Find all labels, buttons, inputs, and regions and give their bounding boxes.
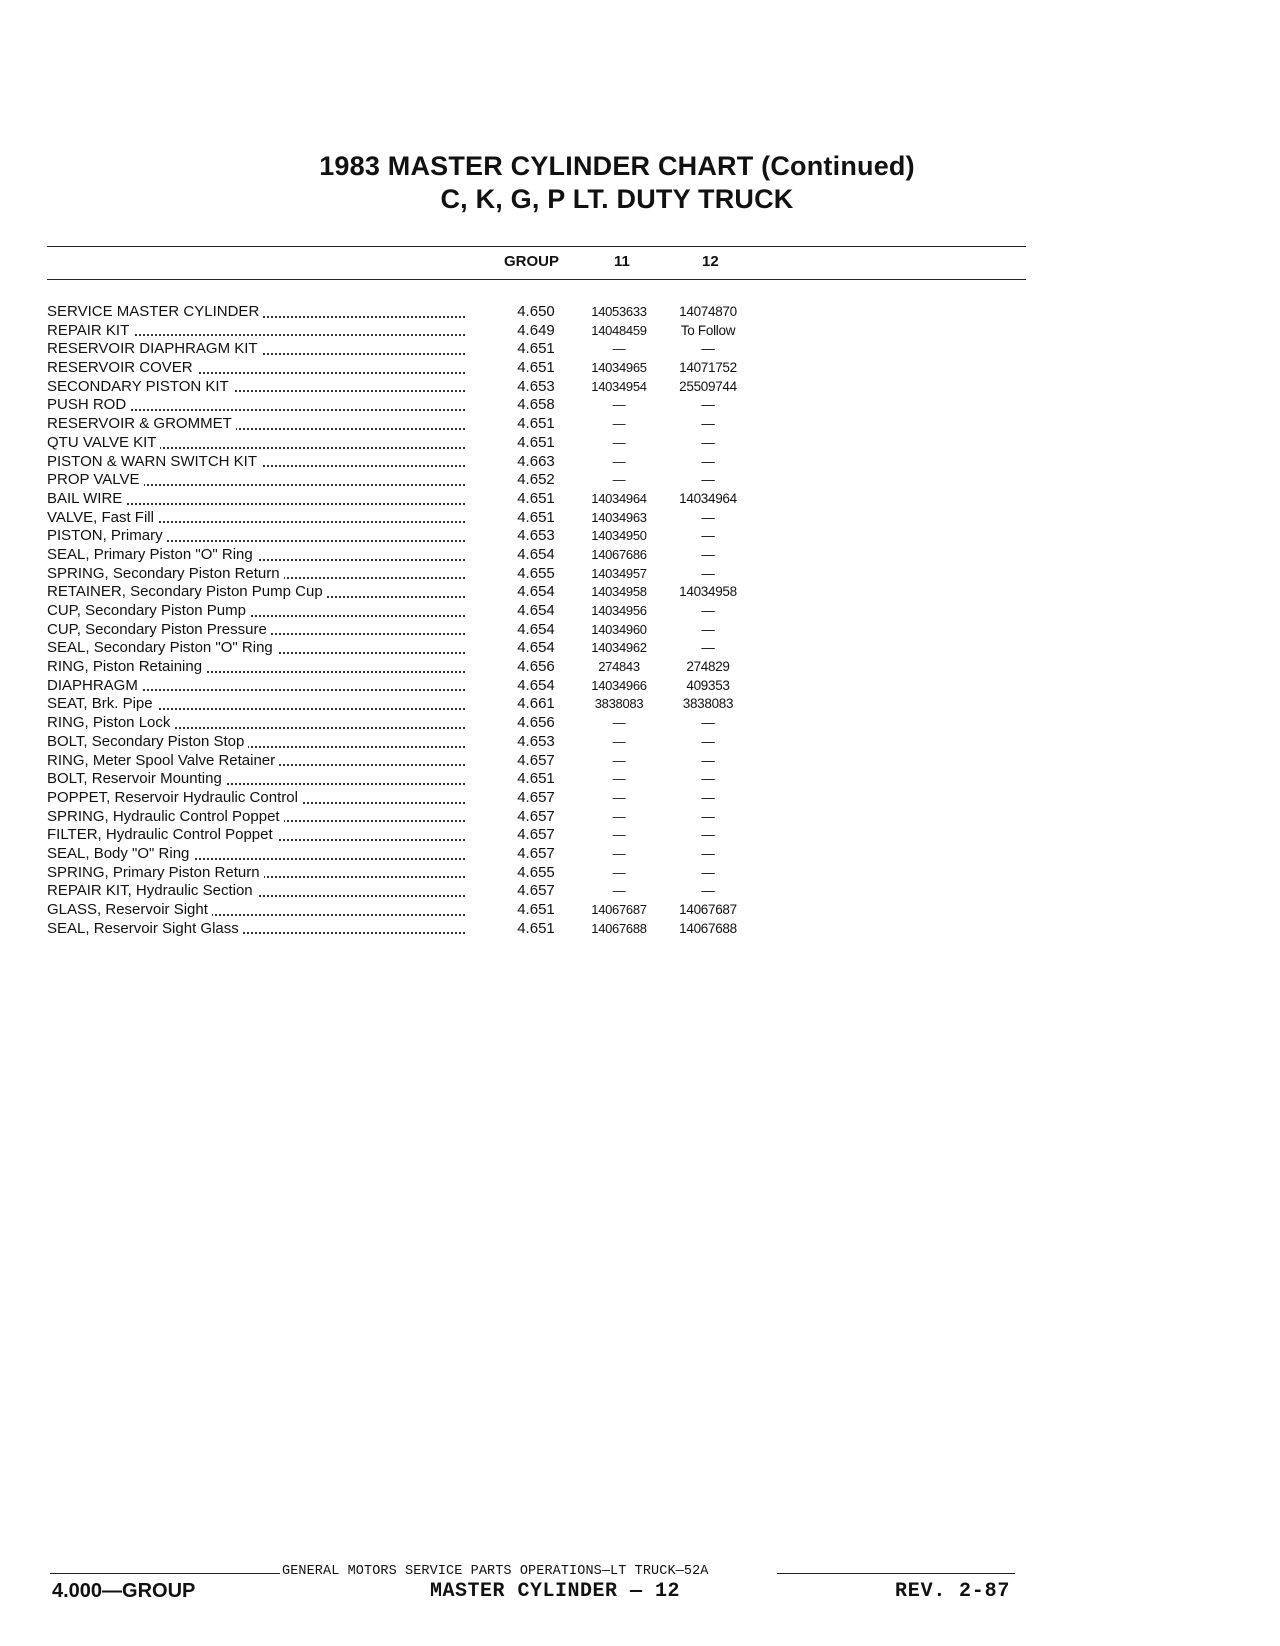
part-description-text: PISTON, Primary <box>47 527 167 544</box>
table-row <box>47 789 767 808</box>
part-description <box>47 639 465 658</box>
table-row <box>47 453 767 472</box>
group-number: 4.654 <box>517 602 555 619</box>
group-number: 4.651 <box>517 340 555 358</box>
part-description <box>47 396 465 415</box>
part-description <box>47 901 465 920</box>
part-description <box>47 789 465 808</box>
part-number-11: — <box>612 453 626 469</box>
group-number: 4.657 <box>517 826 555 844</box>
table-row <box>47 602 767 621</box>
group-number: 4.650 <box>517 303 555 320</box>
part-description-text: VALVE, Fast Fill <box>47 509 158 526</box>
part-number-12: 14067688 <box>679 920 737 936</box>
part-description-text: BOLT, Reservoir Mounting <box>47 770 226 787</box>
part-number-11: — <box>612 883 626 899</box>
part-number-11: — <box>612 416 626 432</box>
group-number: 4.649 <box>517 321 555 339</box>
part-number-12: — <box>701 453 715 469</box>
table-row <box>47 695 767 714</box>
table-row <box>47 359 767 378</box>
part-number-12: 274829 <box>686 659 730 675</box>
column-header-12: 12 <box>702 253 719 270</box>
part-description <box>47 602 465 621</box>
group-number: 4.657 <box>517 807 555 825</box>
part-description <box>47 808 465 827</box>
table-row <box>47 733 767 752</box>
part-description <box>47 509 465 528</box>
table-row <box>47 920 767 939</box>
part-description <box>47 621 465 640</box>
table-row <box>47 714 767 733</box>
part-description <box>47 733 465 752</box>
part-number-12: — <box>701 341 715 357</box>
part-description-text: SEAL, Secondary Piston "O" Ring <box>47 639 277 656</box>
part-number-11: — <box>612 864 626 880</box>
part-description-text: PUSH ROD <box>47 396 130 413</box>
part-number-11: — <box>612 472 626 488</box>
part-description <box>47 415 465 434</box>
part-number-12: — <box>701 472 715 488</box>
table-row <box>47 509 767 528</box>
part-number-11: 14034966 <box>591 677 647 693</box>
group-number: 4.657 <box>517 788 555 806</box>
table-row <box>47 639 767 658</box>
table-row <box>47 322 767 341</box>
part-description <box>47 658 465 677</box>
header-rule-top <box>47 246 1026 247</box>
part-number-11: — <box>612 434 626 450</box>
part-description-text: REPAIR KIT <box>47 322 133 339</box>
part-description <box>47 303 465 322</box>
table-row <box>47 752 767 771</box>
part-number-11: — <box>612 845 626 861</box>
part-description-text: POPPET, Reservoir Hydraulic Control <box>47 789 302 806</box>
table-row <box>47 583 767 602</box>
part-number-12: 14067687 <box>679 902 737 917</box>
part-description-text: RING, Meter Spool Valve Retainer <box>47 752 279 769</box>
group-number: 4.651 <box>517 359 555 377</box>
part-number-12: — <box>701 397 715 413</box>
part-description-text: SPRING, Hydraulic Control Poppet <box>47 808 284 825</box>
part-description-text: RESERVOIR COVER <box>47 359 197 376</box>
table-row <box>47 490 767 509</box>
part-number-12: — <box>701 845 715 861</box>
group-number: 4.655 <box>517 564 555 582</box>
part-description-text: FILTER, Hydraulic Control Poppet <box>47 826 277 843</box>
part-number-11: 14034954 <box>591 378 647 394</box>
part-number-12: 14034964 <box>679 490 737 506</box>
table-row <box>47 471 767 490</box>
group-number: 4.658 <box>517 396 555 414</box>
header-rule-bottom <box>47 279 1026 280</box>
part-description-text: CUP, Secondary Piston Pump <box>47 602 250 619</box>
group-number: 4.655 <box>517 863 555 881</box>
part-description <box>47 471 465 490</box>
part-description-text: DIAPHRAGM <box>47 677 142 694</box>
table-row <box>47 864 767 883</box>
part-number-12: — <box>701 528 715 544</box>
part-number-11: — <box>612 341 626 357</box>
part-number-12: — <box>701 621 715 637</box>
group-number: 4.656 <box>517 714 555 732</box>
table-row <box>47 565 767 584</box>
group-number: 4.654 <box>517 545 555 563</box>
part-description <box>47 826 465 845</box>
part-description <box>47 882 465 901</box>
part-description <box>47 378 465 397</box>
part-number-11: — <box>612 808 626 824</box>
group-number: 4.651 <box>517 919 555 937</box>
table-row <box>47 845 767 864</box>
group-number: 4.651 <box>517 901 555 918</box>
part-description <box>47 565 465 584</box>
group-number: 4.654 <box>517 676 555 694</box>
part-description-text: BAIL WIRE <box>47 490 126 507</box>
table-row <box>47 396 767 415</box>
part-description-text: RESERVOIR DIAPHRAGM KIT <box>47 340 262 357</box>
part-description-text: SECONDARY PISTON KIT <box>47 378 233 395</box>
part-number-11: 3838083 <box>594 696 644 712</box>
group-number: 4.657 <box>517 882 555 900</box>
part-number-11: — <box>612 397 626 413</box>
part-number-11: — <box>612 771 626 787</box>
group-number: 4.657 <box>517 844 555 862</box>
part-description-text: QTU VALVE KIT <box>47 434 160 451</box>
part-number-12: — <box>701 546 715 562</box>
part-description <box>47 845 465 864</box>
part-description-text: SPRING, Secondary Piston Return <box>47 565 284 582</box>
group-number: 4.651 <box>517 433 555 451</box>
part-description-text: SEAL, Body "O" Ring <box>47 845 193 862</box>
part-number-12: — <box>701 808 715 824</box>
part-description-text: SEAT, Brk. Pipe <box>47 695 157 712</box>
part-description-text: SERVICE MASTER CYLINDER <box>47 303 263 320</box>
footer-section-label: MASTER CYLINDER — 12 <box>430 1580 681 1603</box>
part-number-12: — <box>701 827 715 843</box>
table-row <box>47 658 767 677</box>
part-number-11: 14034958 <box>591 584 647 600</box>
part-number-12: — <box>701 603 715 618</box>
table-row <box>47 770 767 789</box>
part-number-12: — <box>701 640 715 656</box>
part-description <box>47 490 465 509</box>
part-description <box>47 322 465 341</box>
part-number-11: — <box>612 715 626 731</box>
parts-table <box>47 303 767 938</box>
part-number-11: — <box>612 789 626 805</box>
part-description <box>47 677 465 696</box>
part-number-12: To Follow <box>680 322 736 338</box>
group-number: 4.656 <box>517 658 555 676</box>
part-description <box>47 340 465 359</box>
part-description-text: RESERVOIR & GROMMET <box>47 415 236 432</box>
part-number-11: 14034957 <box>591 565 647 581</box>
footer-group-label: 4.000—GROUP <box>52 1580 196 1602</box>
column-header-group: GROUP <box>504 253 560 270</box>
part-description-text: SEAL, Reservoir Sight Glass <box>47 920 243 937</box>
table-row <box>47 527 767 546</box>
table-row <box>47 901 767 920</box>
group-number: 4.653 <box>517 527 555 545</box>
part-description <box>47 752 465 771</box>
part-number-12: — <box>701 509 715 525</box>
part-number-12: 3838083 <box>682 696 734 712</box>
page-title: 1983 MASTER CYLINDER CHART (Continued) <box>319 151 915 181</box>
part-description-text: GLASS, Reservoir Sight <box>47 901 212 918</box>
part-number-11: 14034960 <box>591 621 647 637</box>
part-description <box>47 920 465 939</box>
part-description <box>47 770 465 789</box>
part-number-12: — <box>701 864 715 880</box>
part-description <box>47 864 465 883</box>
part-description <box>47 434 465 453</box>
table-row <box>47 808 767 827</box>
part-number-11: 14034964 <box>591 490 647 506</box>
part-description-text: BOLT, Secondary Piston Stop <box>47 733 248 750</box>
part-description-text: RING, Piston Lock <box>47 714 174 731</box>
part-description <box>47 695 465 714</box>
part-description-text: CUP, Secondary Piston Pressure <box>47 621 271 638</box>
table-row <box>47 546 767 565</box>
table-row <box>47 826 767 845</box>
part-description-text: SPRING, Primary Piston Return <box>47 864 264 881</box>
part-number-12: — <box>701 565 715 581</box>
part-description <box>47 714 465 733</box>
column-header-11: 11 <box>614 253 630 270</box>
part-number-11: 14048459 <box>591 322 647 338</box>
part-description <box>47 359 465 378</box>
group-number: 4.651 <box>517 489 555 507</box>
part-number-11: 14034963 <box>591 509 647 525</box>
table-row <box>47 882 767 901</box>
part-number-12: — <box>701 733 715 749</box>
group-number: 4.652 <box>517 471 555 489</box>
part-description-text: RETAINER, Secondary Piston Pump Cup <box>47 583 327 600</box>
part-number-12: 14074870 <box>679 304 737 319</box>
table-row <box>47 415 767 434</box>
part-number-11: 14034956 <box>591 603 647 618</box>
part-number-12: 409353 <box>686 677 730 693</box>
group-number: 4.653 <box>517 377 555 395</box>
group-number: 4.661 <box>517 695 555 713</box>
part-number-11: 14034962 <box>591 640 647 656</box>
part-description-text: PROP VALVE <box>47 471 144 488</box>
part-number-11: — <box>612 733 626 749</box>
part-number-11: 14067686 <box>591 546 647 562</box>
table-row <box>47 677 767 696</box>
footer-revision: REV. 2-87 <box>895 1580 1011 1603</box>
part-description <box>47 527 465 546</box>
part-number-11: — <box>612 752 626 768</box>
part-number-12: — <box>701 434 715 450</box>
group-number: 4.654 <box>517 583 555 601</box>
table-row <box>47 621 767 640</box>
group-number: 4.653 <box>517 732 555 750</box>
part-number-12: — <box>701 416 715 432</box>
part-number-11: — <box>612 827 626 843</box>
footer-rule-right <box>777 1573 1015 1574</box>
group-number: 4.651 <box>517 508 555 526</box>
footer-credit: GENERAL MOTORS SERVICE PARTS OPERATIONS—LT TRUCK—52A <box>282 1564 709 1579</box>
part-number-12: — <box>701 771 715 787</box>
table-row <box>47 378 767 397</box>
part-number-12: 25509744 <box>679 378 737 394</box>
part-number-12: — <box>701 883 715 899</box>
group-number: 4.651 <box>517 415 555 433</box>
part-number-12: 14071752 <box>679 360 737 376</box>
part-description-text: PISTON & WARN SWITCH KIT <box>47 453 261 470</box>
table-row <box>47 340 767 359</box>
part-description <box>47 583 465 602</box>
page-subtitle: C, K, G, P LT. DUTY TRUCK <box>440 184 794 214</box>
part-number-11: 14067687 <box>591 902 647 917</box>
part-number-11: 274843 <box>598 659 640 675</box>
part-description <box>47 546 465 565</box>
part-number-12: — <box>701 752 715 768</box>
group-number: 4.654 <box>517 639 555 657</box>
footer-rule-left <box>50 1573 280 1574</box>
part-number-12: — <box>701 715 715 731</box>
group-number: 4.651 <box>517 770 555 788</box>
table-row <box>47 434 767 453</box>
part-description-text: REPAIR KIT, Hydraulic Section <box>47 882 257 899</box>
part-number-11: 14067688 <box>591 920 647 936</box>
part-number-12: — <box>701 789 715 805</box>
part-number-11: 14034950 <box>591 528 647 544</box>
part-description <box>47 453 465 472</box>
table-row <box>47 303 767 322</box>
part-number-12: 14034958 <box>679 584 737 600</box>
group-number: 4.663 <box>517 452 555 470</box>
group-number: 4.657 <box>517 751 555 769</box>
part-description-text: RING, Piston Retaining <box>47 658 206 675</box>
part-number-11: 14053633 <box>591 304 647 319</box>
part-number-11: 14034965 <box>591 360 647 376</box>
part-description-text: SEAL, Primary Piston "O" Ring <box>47 546 257 563</box>
group-number: 4.654 <box>517 620 555 638</box>
